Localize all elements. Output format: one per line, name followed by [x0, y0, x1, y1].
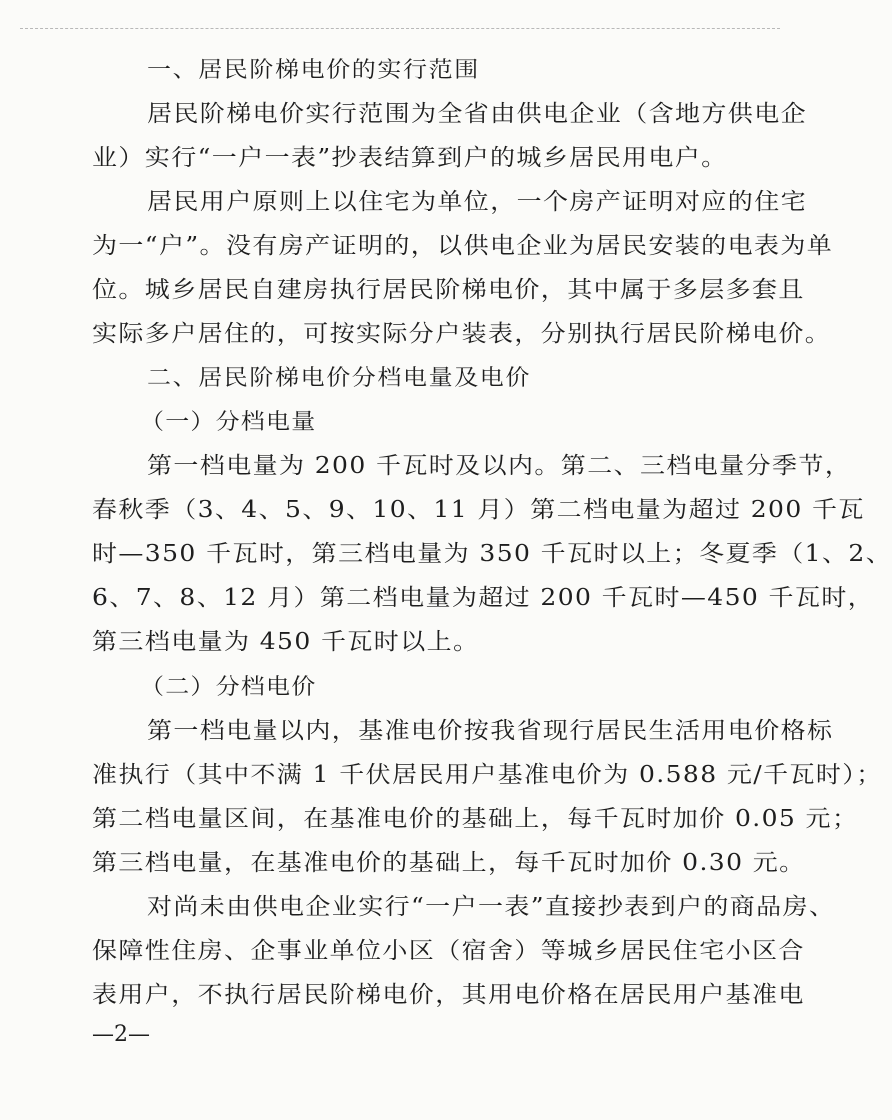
paragraph-line: 保障性住房、企事业单位小区（宿舍）等城乡居民住宅小区合 [92, 937, 805, 964]
paragraph-line: 6、7、8、12 月）第二档电量为超过 200 千瓦时—450 千瓦时， [92, 584, 875, 611]
section-heading-2: 二、居民阶梯电价分档电量及电价 [147, 364, 531, 391]
top-divider [20, 28, 780, 29]
paragraph-line: 第一档电量为 200 千瓦时及以内。第二、三档电量分季节， [147, 452, 852, 479]
paragraph-line: 第三档电量，在基准电价的基础上，每千瓦时加价 0.30 元。 [92, 849, 806, 876]
paragraph-line: 第三档电量为 450 千瓦时以上。 [92, 628, 480, 655]
paragraph-line: 位。城乡居民自建房执行居民阶梯电价，其中属于多层多套且 [92, 276, 805, 303]
paragraph-line: 第一档电量以内，基准电价按我省现行居民生活用电价格标 [147, 717, 834, 744]
paragraph-line: 实际多户居住的，可按实际分户装表，分别执行居民阶梯电价。 [92, 320, 832, 347]
paragraph-line: 准执行（其中不满 1 千伏居民用户基准电价为 0.588 元/千瓦时）； [92, 761, 883, 788]
paragraph-line: 表用户，不执行居民阶梯电价，其用电价格在居民用户基准电 [92, 981, 805, 1008]
paragraph-line: 为一“户”。没有房产证明的，以供电企业为居民安装的电表为单 [92, 232, 834, 259]
paragraph-line: 居民用户原则上以住宅为单位，一个房产证明对应的住宅 [147, 188, 808, 215]
paragraph-line: 对尚未由供电企业实行“一户一表”直接抄表到户的商品房、 [147, 893, 836, 920]
section-heading-1: 一、居民阶梯电价的实行范围 [147, 56, 480, 83]
subsection-heading-2: （二）分档电价 [140, 673, 317, 700]
page-number: —2— [92, 1022, 150, 1047]
paragraph-line: 时—350 千瓦时，第三档电量为 350 千瓦时以上；冬夏季（1、2、 [92, 540, 892, 567]
paragraph-line: 居民阶梯电价实行范围为全省由供电企业（含地方供电企 [147, 100, 808, 127]
paragraph-line: 春秋季（3、4、5、9、10、11 月）第二档电量为超过 200 千瓦 [92, 496, 865, 523]
paragraph-line: 业）实行“一户一表”抄表结算到户的城乡居民用电户。 [92, 144, 728, 171]
paragraph-line: 第二档电量区间，在基准电价的基础上，每千瓦时加价 0.05 元； [92, 805, 859, 832]
subsection-heading-1: （一）分档电量 [140, 408, 317, 435]
